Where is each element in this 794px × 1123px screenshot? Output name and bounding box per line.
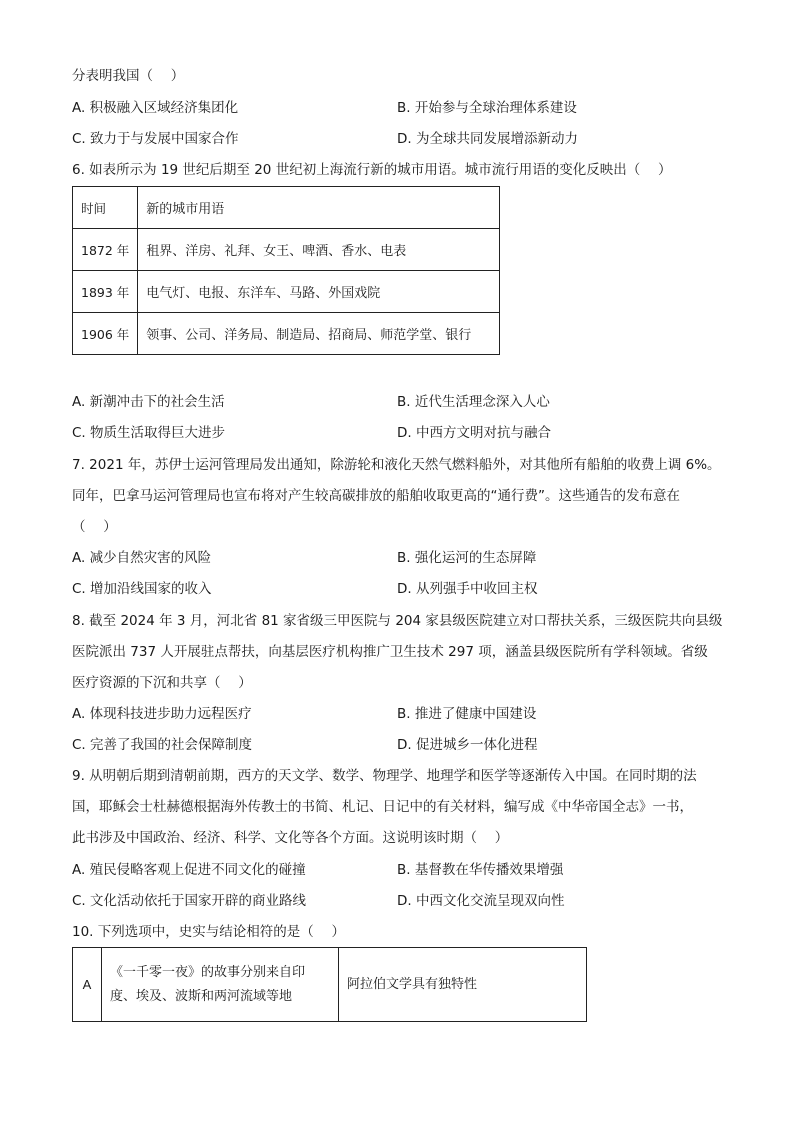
q8-stem-line-2: 医院派出 737 人开展驻点帮扶，向基层医疗机构推广卫生技术 297 项，涵盖县级医院所有学科领域。省级 bbox=[72, 644, 708, 660]
table-cell-terms: 租界、洋房、礼拜、女王、啤酒、香水、电表 bbox=[138, 229, 500, 271]
q5-option-b[interactable]: B. 开始参与全球治理体系建设 bbox=[397, 100, 577, 116]
table-cell-year: 1906 年 bbox=[73, 313, 138, 355]
table-row bbox=[73, 229, 500, 271]
q5-stem-tail: 分表明我国（ ） bbox=[72, 68, 185, 84]
table-cell-conclusion: 阿拉伯文学具有独特性 bbox=[339, 948, 587, 1022]
q5-option-d[interactable]: D. 为全球共同发展增添新动力 bbox=[397, 131, 578, 147]
table-header-cell: 时间 bbox=[73, 187, 138, 229]
q8-option-d[interactable]: D. 促进城乡一体化进程 bbox=[397, 737, 538, 753]
q9-stem-line-3: 此书涉及中国政治、经济、科学、文化等各个方面。这说明该时期（ ） bbox=[72, 830, 509, 846]
q8-stem-line-1: 8. 截至 2024 年 3 月，河北省 81 家省级三甲医院与 204 家县级医院建立对口帮扶关系，三级医院共向县级 bbox=[72, 613, 723, 629]
q9-stem-line-2: 国，耶稣会士杜赫德根据海外传教士的书简、札记、日记中的有关材料，编写成《中华帝国全志》一书， bbox=[72, 799, 693, 815]
q10-stem: 10. 下列选项中，史实与结论相符的是（ ） bbox=[72, 924, 346, 940]
table-row bbox=[73, 313, 500, 355]
q6-option-c[interactable]: C. 物质生活取得巨大进步 bbox=[72, 425, 226, 441]
q10-table bbox=[72, 947, 587, 1022]
q6-table bbox=[72, 186, 500, 355]
q9-option-b[interactable]: B. 基督教在华传播效果增强 bbox=[397, 862, 564, 878]
q7-stem-line-2: 同年，巴拿马运河管理局也宣布将对产生较高碳排放的船舶收取更高的“通行费”。这些通告的发布意在 bbox=[72, 488, 680, 504]
q8-option-a[interactable]: A. 体现科技进步助力远程医疗 bbox=[72, 706, 252, 722]
table-row[interactable] bbox=[73, 948, 587, 1022]
table-cell-year: 1893 年 bbox=[73, 271, 138, 313]
q6-option-a[interactable]: A. 新潮冲击下的社会生活 bbox=[72, 394, 225, 410]
q5-option-a[interactable]: A. 积极融入区域经济集团化 bbox=[72, 100, 239, 116]
q8-option-c[interactable]: C. 完善了我国的社会保障制度 bbox=[72, 737, 253, 753]
table-header-row bbox=[73, 187, 500, 229]
q9-stem-line-1: 9. 从明朝后期到清朝前期，西方的天文学、数学、物理学、地理学和医学等逐渐传入中国。在同时期的法 bbox=[72, 768, 697, 784]
table-cell-year: 1872 年 bbox=[73, 229, 138, 271]
q9-option-a[interactable]: A. 殖民侵略客观上促进不同文化的碰撞 bbox=[72, 862, 306, 878]
q9-option-c[interactable]: C. 文化活动依托于国家开辟的商业路线 bbox=[72, 893, 307, 909]
q5-option-c[interactable]: C. 致力于与发展中国家合作 bbox=[72, 131, 239, 147]
q7-option-b[interactable]: B. 强化运河的生态屏障 bbox=[397, 550, 537, 566]
q9-option-d[interactable]: D. 中西文化交流呈现双向性 bbox=[397, 893, 565, 909]
q7-option-a[interactable]: A. 减少自然灾害的风险 bbox=[72, 550, 212, 566]
table-header-cell: 新的城市用语 bbox=[138, 187, 500, 229]
q7-stem-line-1: 7. 2021 年，苏伊士运河管理局发出通知，除游轮和液化天然气燃料船外，对其他所有船舶的收费上调 6%。 bbox=[72, 457, 721, 473]
q8-option-b[interactable]: B. 推进了健康中国建设 bbox=[397, 706, 537, 722]
table-cell-option-letter: A bbox=[73, 948, 102, 1022]
q7-option-d[interactable]: D. 从列强手中收回主权 bbox=[397, 581, 538, 597]
q7-option-c[interactable]: C. 增加沿线国家的收入 bbox=[72, 581, 212, 597]
table-cell-fact: 《一千零一夜》的故事分别来自印度、埃及、波斯和两河流域等地 bbox=[102, 948, 339, 1022]
q6-option-d[interactable]: D. 中西方文明对抗与融合 bbox=[397, 425, 551, 441]
q8-stem-line-3: 医疗资源的下沉和共享（ ） bbox=[72, 675, 252, 691]
q6-option-b[interactable]: B. 近代生活理念深入人心 bbox=[397, 394, 550, 410]
q6-stem: 6. 如表所示为 19 世纪后期至 20 世纪初上海流行新的城市用语。城市流行用语的变化反映出（ ） bbox=[72, 162, 672, 178]
table-cell-terms: 电气灯、电报、东洋车、马路、外国戏院 bbox=[138, 271, 500, 313]
q7-stem-line-3: （ ） bbox=[72, 519, 117, 535]
table-cell-terms: 领事、公司、洋务局、制造局、招商局、师范学堂、银行 bbox=[138, 313, 500, 355]
table-row bbox=[73, 271, 500, 313]
